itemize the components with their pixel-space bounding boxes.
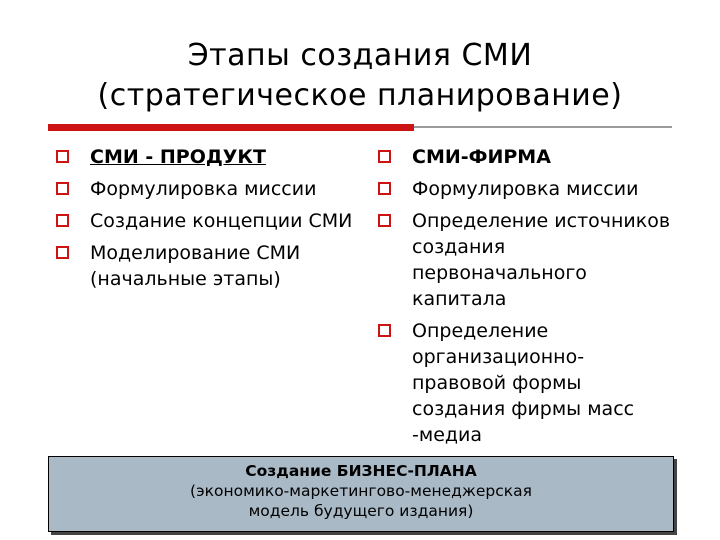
list-item-text: Моделирование СМИ (начальные этапы): [90, 242, 301, 290]
footer-line-3: модель будущего издания): [248, 502, 474, 520]
list-item-text: Определение источников создания первоначального капитала: [412, 210, 671, 310]
footer-title: Создание БИЗНЕС-ПЛАНА: [245, 462, 477, 480]
hollow-square-icon: [378, 182, 391, 195]
list-item: [56, 208, 356, 234]
list-item: [56, 240, 356, 292]
hollow-square-icon: [378, 214, 391, 227]
hollow-square-icon: [56, 182, 69, 195]
hollow-square-icon: [56, 246, 69, 259]
list-item-text: Формулировка миссии: [90, 178, 317, 200]
title-line-1: Этапы создания СМИ: [187, 38, 533, 73]
right-list: [378, 144, 678, 448]
business-plan-box: [48, 456, 674, 532]
list-item: [56, 176, 356, 202]
list-item-text: Формулировка миссии: [412, 178, 639, 200]
title-line-2: (стратегическое планирование): [97, 78, 623, 113]
list-item: [378, 208, 678, 312]
title-divider-red: [48, 124, 414, 131]
right-column: [378, 144, 678, 454]
list-item: [378, 318, 678, 448]
hollow-square-icon: [378, 324, 391, 337]
list-item-text: Определение организационно-правовой формы создания фирмы масс -медиа: [412, 320, 635, 446]
list-item: [378, 144, 678, 170]
list-item: [56, 144, 356, 170]
left-heading: СМИ - ПРОДУКТ: [90, 146, 266, 168]
hollow-square-icon: [378, 150, 391, 163]
hollow-square-icon: [56, 150, 69, 163]
title-divider-gray: [414, 126, 672, 128]
hollow-square-icon: [56, 214, 69, 227]
footer-line-2: (экономико-маркетингово-менеджерская: [190, 482, 532, 500]
left-list: [56, 144, 356, 292]
list-item: [378, 176, 678, 202]
left-column: [56, 144, 356, 298]
right-heading: СМИ-ФИРМА: [412, 146, 551, 168]
list-item-text: Создание концепции СМИ: [90, 210, 353, 232]
slide-title: [40, 36, 680, 116]
